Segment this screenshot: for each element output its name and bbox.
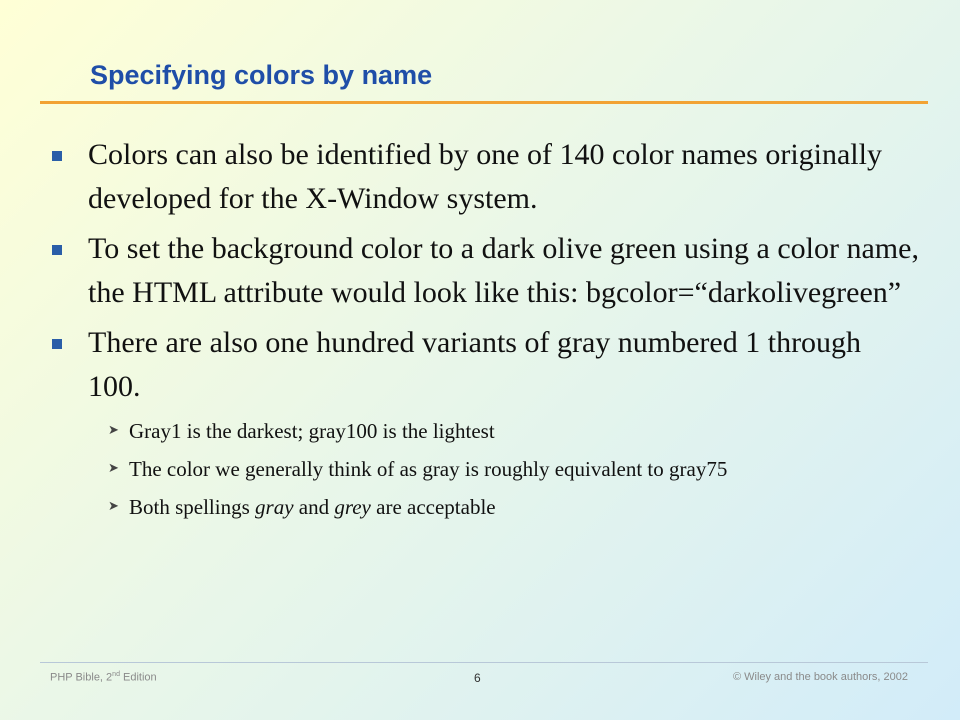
grey-spelling: grey	[334, 495, 371, 519]
slide-body	[50, 133, 920, 529]
page-number: 6	[474, 671, 481, 685]
footer-book-title	[50, 671, 157, 684]
sub-bullet-text: Gray1 is the darkest; gray100 is the lightest	[129, 419, 495, 443]
footer-divider	[40, 662, 928, 663]
gray-spelling: gray	[255, 495, 294, 519]
bullet-text: There are also one hundred variants of gray numbered 1 through 100.	[88, 326, 862, 403]
footer-copyright: © Wiley and the book authors, 2002	[732, 671, 908, 683]
slide-title: Specifying colors by name	[90, 60, 433, 90]
sub-bullet-prefix: Both spellings	[129, 495, 250, 519]
sub-bullet-item	[50, 491, 920, 523]
sub-bullet-item	[50, 453, 920, 485]
bullet-item	[50, 321, 920, 409]
footer-book-name: PHP Bible, 2	[50, 671, 113, 684]
square-bullet-icon	[52, 151, 62, 161]
footer-book-edition: Edition	[119, 671, 157, 684]
bullet-text: Colors can also be identified by one of 140 color names originally developed for the X-Window system.	[88, 138, 882, 215]
square-bullet-icon	[52, 245, 62, 255]
bullet-item	[50, 227, 920, 315]
sub-bullet-text: The color we generally think of as gray is roughly equivalent to gray75	[129, 457, 728, 481]
sub-bullet-suffix: are acceptable	[376, 495, 496, 519]
arrow-bullet-icon: ➤	[108, 461, 119, 476]
bullet-text: To set the background color to a dark olive green using a color name, the HTML attribute would look like this: bgcolor=“darkolivegreen”	[88, 232, 919, 309]
bullet-item	[50, 133, 920, 221]
title-underline	[40, 101, 928, 104]
sub-bullet-item	[50, 415, 920, 447]
footer-book-sup: nd	[112, 671, 120, 678]
arrow-bullet-icon: ➤	[108, 423, 119, 438]
square-bullet-icon	[52, 339, 62, 349]
and-word: and	[298, 495, 330, 519]
arrow-bullet-icon: ➤	[108, 499, 119, 514]
